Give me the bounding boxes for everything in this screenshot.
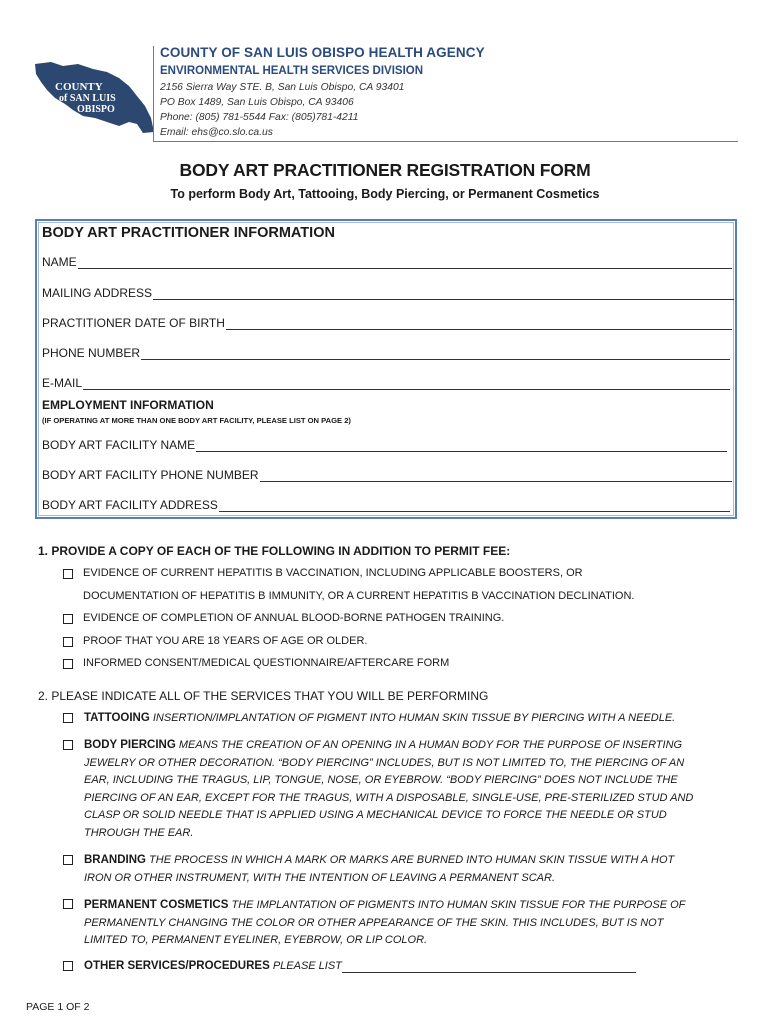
cosmetics-desc-2: PERMANENTLY CHANGING THE COLOR OR OTHER APPEARANCE OF THE SKIN. THIS INCLUDES, BUT IS NOT (84, 916, 664, 929)
division-name: ENVIRONMENTAL HEALTH SERVICES DIVISION (160, 65, 424, 77)
facility-phone-label: BODY ART FACILITY PHONE NUMBER (42, 468, 259, 482)
email-label: E-MAIL (42, 376, 83, 390)
agency-name: COUNTY OF SAN LUIS OBISPO HEALTH AGENCY (160, 45, 485, 60)
tattooing-desc: INSERTION/IMPLANTATION OF PIGMENT INTO HUMAN SKIN TISSUE BY PIERCING WITH A NEEDLE. (152, 712, 676, 724)
practitioner-info-title: BODY ART PRACTITIONER INFORMATION (42, 225, 335, 241)
cosmetics-label: PERMANENT COSMETICS (84, 899, 229, 911)
mailing-address-input-line[interactable] (153, 287, 734, 300)
facility-name-field[interactable] (42, 438, 727, 452)
bbp-text: EVIDENCE OF COMPLETION OF ANNUAL BLOOD-BORNE PATHOGEN TRAINING. (83, 612, 505, 624)
cosmetics-desc-3: LIMITED TO, PERMANENT EYELINER, EYEBROW, OR LIP COLOR. (84, 934, 428, 947)
employment-info-note: (IF OPERATING AT MORE THAN ONE BODY ART FACILITY, PLEASE LIST ON PAGE 2) (42, 416, 351, 425)
piercing-desc-4: PIERCING OF AN EAR, EXCEPT FOR THE TRAGUS, WITH A DISPOSABLE, SINGLE-USE, PRE-STERILIZED STUD AND (84, 791, 694, 804)
piercing-desc-3: EAR, INCLUDING THE TRAGUS, LIP, TONGUE, NOSE, OR EYEBROW. “BODY PIERCING” DOES NOT INCLUDE THE (84, 774, 678, 787)
name-field[interactable] (42, 255, 732, 269)
other-item (84, 958, 636, 976)
tattooing-checkbox[interactable] (63, 713, 73, 723)
consent-text: INFORMED CONSENT/MEDICAL QUESTIONNAIRE/AFTERCARE FORM (83, 657, 450, 669)
email-input-line[interactable] (83, 377, 730, 390)
email-address: Email: ehs@co.slo.ca.us (160, 127, 273, 138)
phone-fax: Phone: (805) 781-5544 Fax: (805)781-4211 (160, 112, 359, 123)
form-title: BODY ART PRACTITIONER REGISTRATION FORM (179, 160, 591, 180)
branding-label: BRANDING (84, 854, 146, 866)
age-text: PROOF THAT YOU ARE 18 YEARS OF AGE OR OLDER. (83, 635, 368, 647)
county-logo (33, 60, 155, 136)
name-label: NAME (42, 255, 77, 269)
page-number: PAGE 1 OF 2 (26, 1001, 90, 1013)
piercing-label: BODY PIERCING (84, 739, 176, 751)
logo-text-1: COUNTY (55, 81, 103, 93)
phone-field[interactable] (42, 346, 730, 360)
hepb-text-2: DOCUMENTATION OF HEPATITIS B IMMUNITY, OR A CURRENT HEPATITIS B VACCINATION DECLINATION. (83, 590, 635, 602)
mailing-address-label: MAILING ADDRESS (42, 286, 153, 300)
piercing-desc-2: JEWELRY OR OTHER DECORATION. “BODY PIERCING” INCLUDES, BUT IS NOT LIMITED TO, THE PIERCING OF AN (84, 756, 685, 769)
facility-address-input-line[interactable] (219, 499, 730, 512)
po-box: PO Box 1489, San Luis Obispo, CA 93406 (160, 97, 354, 108)
dob-label: PRACTITIONER DATE OF BIRTH (42, 316, 225, 330)
other-checkbox[interactable] (63, 961, 73, 971)
bbp-checkbox[interactable] (63, 614, 73, 624)
header-divider-vertical (153, 46, 154, 142)
tattooing-item (84, 710, 675, 728)
email-field[interactable] (42, 376, 730, 390)
piercing-checkbox[interactable] (63, 740, 73, 750)
piercing-item (84, 737, 734, 843)
other-desc: PLEASE LIST (272, 960, 342, 972)
phone-label: PHONE NUMBER (42, 346, 141, 360)
name-input-line[interactable] (78, 256, 732, 269)
logo-text-3: OBISPO (77, 104, 115, 115)
street-address: 2156 Sierra Way STE. B, San Luis Obispo, CA 93401 (160, 82, 405, 93)
header-divider-horizontal (153, 141, 738, 142)
mailing-address-field[interactable] (42, 286, 734, 300)
facility-name-label: BODY ART FACILITY NAME (42, 438, 196, 452)
facility-phone-input-line[interactable] (260, 469, 732, 482)
facility-phone-field[interactable] (42, 468, 732, 482)
tattooing-label: TATTOOING (84, 712, 150, 724)
dob-field[interactable] (42, 316, 732, 330)
facility-address-label: BODY ART FACILITY ADDRESS (42, 498, 218, 512)
other-label: OTHER SERVICES/PROCEDURES (84, 960, 270, 972)
section2-heading: 2. PLEASE INDICATE ALL OF THE SERVICES THAT YOU WILL BE PERFORMING (38, 689, 489, 703)
piercing-desc-5: CLASP OR SOLID NEEDLE THAT IS APPLIED USING A MECHANICAL DEVICE TO FORCE THE NEEDLE OR STUD (84, 809, 667, 822)
branding-desc-1: THE PROCESS IN WHICH A MARK OR MARKS ARE BURNED INTO HUMAN SKIN TISSUE WITH A HOT (149, 854, 675, 866)
logo-text-2: of SAN LUIS (59, 93, 116, 104)
piercing-desc-6: THROUGH THE EAR. (84, 826, 194, 839)
other-input-line[interactable] (342, 959, 636, 973)
phone-input-line[interactable] (141, 347, 730, 360)
piercing-desc-1: MEANS THE CREATION OF AN OPENING IN A HUMAN BODY FOR THE PURPOSE OF INSERTING (178, 739, 683, 751)
age-checkbox[interactable] (63, 637, 73, 647)
branding-desc-2: IRON OR OTHER INSTRUMENT, WITH THE INTENTION OF LEAVING A PERMANENT SCAR. (84, 871, 556, 884)
hepb-checkbox[interactable] (63, 569, 73, 579)
form-subtitle: To perform Body Art, Tattooing, Body Piercing, or Permanent Cosmetics (170, 187, 600, 201)
employment-info-title: EMPLOYMENT INFORMATION (42, 398, 214, 412)
cosmetics-desc-1: THE IMPLANTATION OF PIGMENTS INTO HUMAN SKIN TISSUE FOR THE PURPOSE OF (231, 899, 686, 911)
branding-checkbox[interactable] (63, 855, 73, 865)
section1-heading: 1. PROVIDE A COPY OF EACH OF THE FOLLOWING IN ADDITION TO PERMIT FEE: (38, 544, 511, 558)
dob-input-line[interactable] (226, 317, 732, 330)
cosmetics-item (84, 897, 734, 950)
facility-name-input-line[interactable] (196, 439, 727, 452)
cosmetics-checkbox[interactable] (63, 899, 73, 909)
hepb-text-1: EVIDENCE OF CURRENT HEPATITIS B VACCINATION, INCLUDING APPLICABLE BOOSTERS, OR (83, 567, 583, 579)
facility-address-field[interactable] (42, 498, 730, 512)
consent-checkbox[interactable] (63, 659, 73, 669)
branding-item (84, 852, 734, 887)
